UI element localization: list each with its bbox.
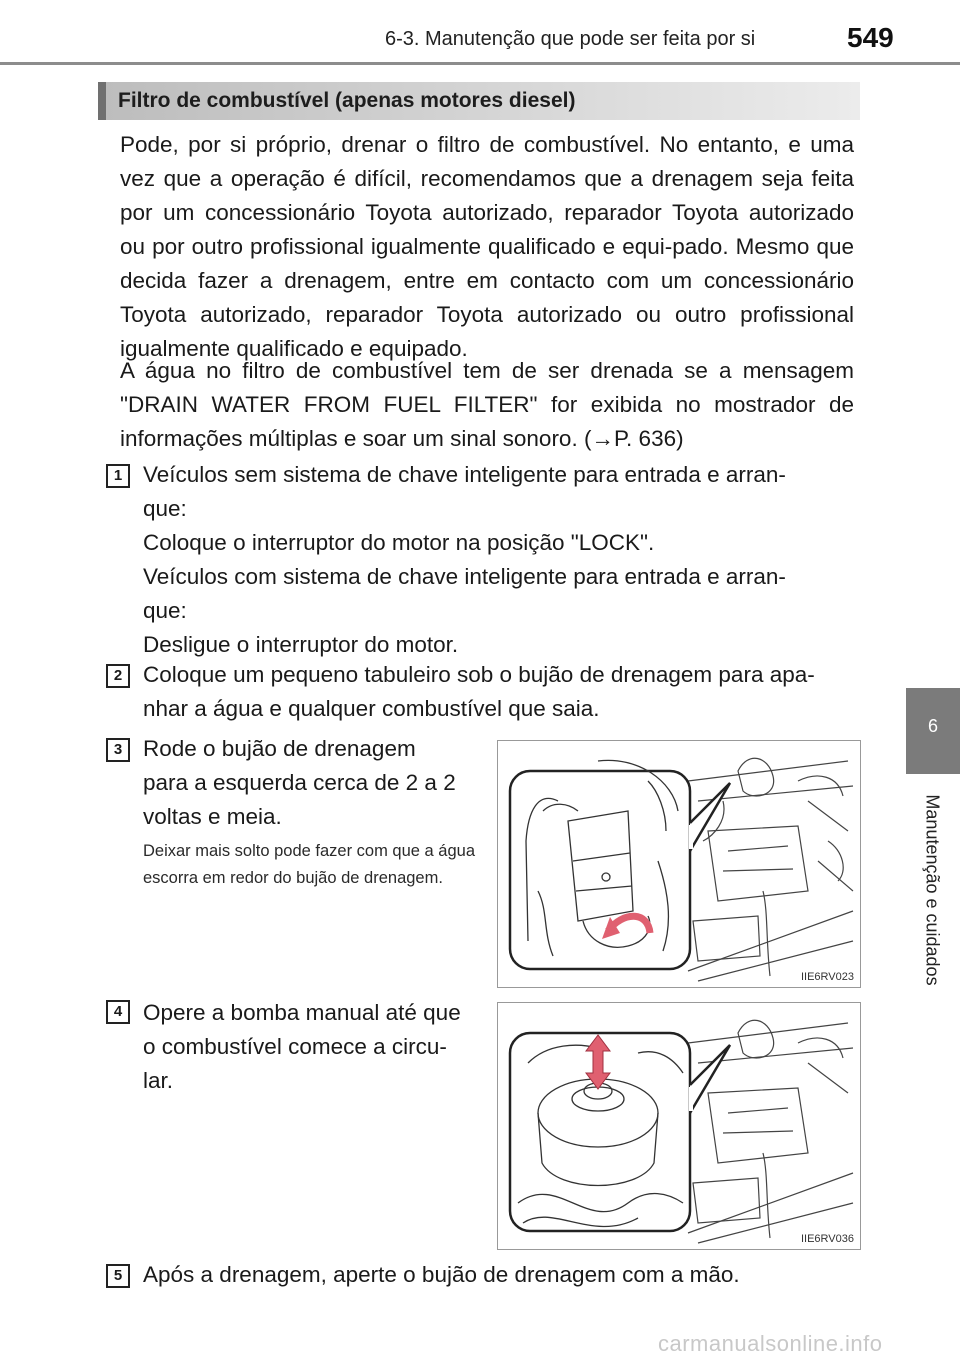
figure-code: IIE6RV023 <box>800 971 854 983</box>
header-rule <box>0 62 960 65</box>
section-heading-bar <box>98 82 860 120</box>
step-4-text <box>143 996 475 1098</box>
step-line: Opere a bomba manual até que <box>143 1000 461 1025</box>
hand-pump-figure <box>497 1002 861 1250</box>
step-note: Deixar mais solto pode fazer com que a água escorra em redor do bujão de drenagem. <box>143 842 476 887</box>
step-line: Rode o bujão de drenagem <box>143 736 416 761</box>
section-title: 6-3. Manutenção que pode ser feita por si <box>385 28 756 50</box>
step-2-text <box>143 658 855 726</box>
chapter-number: 6 <box>927 716 938 736</box>
step-number-box: 1 <box>106 464 130 488</box>
step-line: Veículos com sistema de chave inteligente para entrada e arran- <box>143 564 786 589</box>
step-line: Coloque um pequeno tabuleiro sob o bujão de drenagem para apa- <box>143 662 815 687</box>
step-line: nhar a água e qualquer combustível que saia. <box>143 696 600 721</box>
step-line: que: <box>143 496 187 521</box>
intro-paragraph: Pode, por si próprio, drenar o filtro de combustível. No entanto, e uma vez que a operação é difícil, recomendamos que a drenagem seja feita por um concessionário Toyota autorizado, reparador Toyota autorizado ou por outro profissional igualmente qualificado e equi-pado. Mesmo que decida fazer a drenagem, entre em contacto com um concessionário Toyota autorizado, reparador Toyota autorizado ou outro profissional igualmente qualificado e equipado. <box>120 132 854 361</box>
chapter-tab[interactable] <box>906 688 960 774</box>
section-heading: Filtro de combustível (apenas motores diesel) <box>118 89 576 112</box>
hand-pump-illustration <box>498 1003 861 1250</box>
step-number-box: 5 <box>106 1264 130 1288</box>
step-line: para a esquerda cerca de 2 a 2 <box>143 770 456 795</box>
page-number: 549 <box>847 22 894 53</box>
chapter-title: Manutenção e cuidados <box>922 794 943 986</box>
step-line: Desligue o interruptor do motor. <box>143 632 459 657</box>
figure-code: IIE6RV036 <box>800 1233 854 1245</box>
step-line: Coloque o interruptor do motor na posição "LOCK". <box>143 530 655 555</box>
step-number-box: 3 <box>106 738 130 762</box>
step-3-text <box>143 732 475 834</box>
step-1-text <box>143 458 855 662</box>
step-number-box: 4 <box>106 1000 130 1024</box>
step-line: que: <box>143 598 187 623</box>
watermark: carmanualsonline.info <box>658 1331 883 1356</box>
step-line: voltas e meia. <box>143 804 282 829</box>
step-line: lar. <box>143 1068 174 1093</box>
drain-plug-figure <box>497 740 861 988</box>
step-line: Após a drenagem, aperte o bujão de drenagem com a mão. <box>143 1262 740 1287</box>
step-5-text <box>143 1258 855 1292</box>
step-number-box: 2 <box>106 664 130 688</box>
step-line: Veículos sem sistema de chave inteligente para entrada e arran- <box>143 462 786 487</box>
intro-paragraph: A água no filtro de combustível tem de ser drenada se a mensagem "DRAIN WATER FROM FUEL FILTER" for exibida no mostrador de informações múltiplas e soar um sinal sonoro. (→P. 636) <box>120 358 854 451</box>
engine-bay-illustration <box>498 741 861 988</box>
step-line: o combustível comece a circu- <box>143 1034 447 1059</box>
